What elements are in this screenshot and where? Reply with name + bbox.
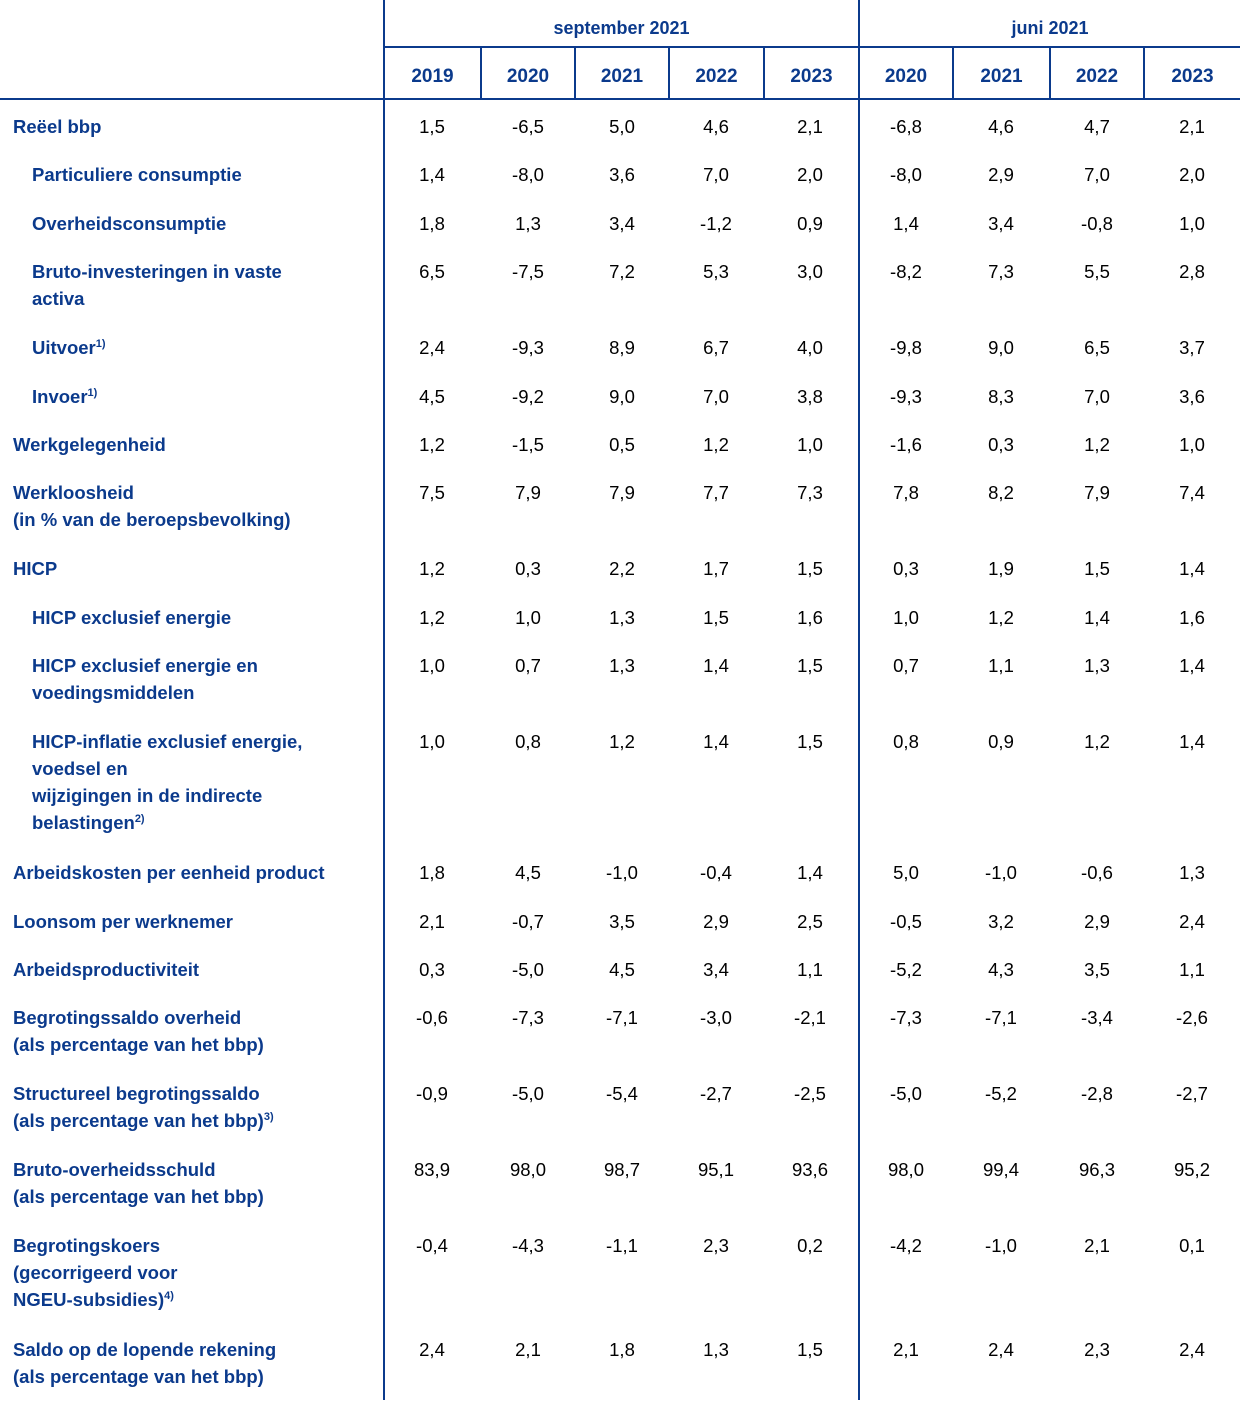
table-cell: 1,9 <box>988 558 1014 579</box>
table-cell: 2,9 <box>703 911 729 932</box>
table-cell: 1,2 <box>988 607 1014 628</box>
table-cell: 7,7 <box>703 482 729 503</box>
row-label: Bruto-overheidsschuld (als percentage van het bbp) <box>13 1159 264 1207</box>
table-cell: 1,0 <box>419 731 445 752</box>
table-cell: 7,2 <box>609 261 635 282</box>
table-cell: 1,2 <box>609 731 635 752</box>
table-cell: -2,5 <box>794 1083 826 1104</box>
footnote-marker: 2) <box>134 813 145 825</box>
table-cell: 0,7 <box>515 655 541 676</box>
table-cell: 3,4 <box>988 213 1014 234</box>
table-cell: -0,7 <box>512 911 544 932</box>
table-cell: 2,4 <box>988 1339 1014 1360</box>
table-cell: 1,1 <box>797 959 823 980</box>
table-cell: 9,0 <box>609 386 635 407</box>
table-cell: -0,6 <box>1081 862 1113 883</box>
table-cell: 3,7 <box>1179 337 1205 358</box>
table-cell: -1,0 <box>985 1235 1017 1256</box>
table-cell: 2,2 <box>609 558 635 579</box>
table-cell: 7,9 <box>515 482 541 503</box>
table-cell: -9,3 <box>512 337 544 358</box>
table-cell: 4,5 <box>419 386 445 407</box>
table-cell: 2,1 <box>797 116 823 137</box>
table-cell: 3,6 <box>1179 386 1205 407</box>
table-cell: 1,4 <box>703 731 729 752</box>
table-cell: -8,0 <box>890 164 922 185</box>
table-cell: 1,3 <box>609 607 635 628</box>
year-header: 2023 <box>1171 66 1214 87</box>
row-label: Loonsom per werknemer <box>13 911 234 932</box>
table-cell: 1,2 <box>1084 731 1110 752</box>
table-cell: -0,4 <box>416 1235 448 1256</box>
group-header-juni-2021: juni 2021 <box>1011 18 1089 38</box>
table-cell: 4,6 <box>703 116 729 137</box>
row-label: HICP exclusief energie en voedingsmiddelen <box>32 655 258 703</box>
row-label: Begrotingssaldo overheid (als percentage van het bbp) <box>13 1007 264 1055</box>
table-cell: 2,0 <box>1179 164 1205 185</box>
table-cell: -9,2 <box>512 386 544 407</box>
year-header: 2021 <box>600 66 644 87</box>
year-header: 2022 <box>695 66 738 87</box>
table-cell: 95,2 <box>1173 1159 1210 1180</box>
table-cell: -7,5 <box>512 261 544 282</box>
table-cell: -2,6 <box>1176 1007 1208 1028</box>
table-cell: 1,1 <box>988 655 1014 676</box>
row-label: Reëel bbp <box>13 116 102 137</box>
table-cell: 2,1 <box>1179 116 1205 137</box>
table-cell: 1,8 <box>419 862 445 883</box>
table-cell: 0,8 <box>515 731 541 752</box>
table-cell: 1,2 <box>419 434 445 455</box>
table-cell: 4,0 <box>797 337 823 358</box>
table-cell: 0,9 <box>797 213 823 234</box>
table-cell: 8,3 <box>988 386 1014 407</box>
table-cell: 98,7 <box>603 1159 640 1180</box>
table-cell: 1,5 <box>797 1339 823 1360</box>
table-cell: 1,4 <box>1179 731 1205 752</box>
table-cell: -2,7 <box>700 1083 732 1104</box>
table-cell: -1,6 <box>890 434 922 455</box>
table-cell: 1,0 <box>419 655 445 676</box>
table-cell: 1,2 <box>703 434 729 455</box>
table-cell: 1,0 <box>515 607 541 628</box>
table-cell: 2,3 <box>1084 1339 1110 1360</box>
table-cell: 8,2 <box>988 482 1014 503</box>
table-cell: 1,2 <box>1084 434 1110 455</box>
table-cell: 0,3 <box>893 558 919 579</box>
table-cell: 2,1 <box>515 1339 541 1360</box>
table-cell: -7,1 <box>985 1007 1017 1028</box>
table-cell: -3,0 <box>700 1007 732 1028</box>
table-cell: 1,3 <box>515 213 541 234</box>
table-cell: -3,4 <box>1081 1007 1113 1028</box>
row-label: Particuliere consumptie <box>32 164 242 185</box>
table-cell: 4,5 <box>609 959 635 980</box>
table-cell: 1,2 <box>419 607 445 628</box>
table-cell: 2,1 <box>419 911 445 932</box>
row-label: HICP <box>13 558 58 579</box>
table-cell: -7,1 <box>606 1007 638 1028</box>
table-cell: 3,4 <box>609 213 635 234</box>
table-cell: 1,3 <box>1084 655 1110 676</box>
table-cell: 2,4 <box>1179 911 1205 932</box>
table-cell: 1,1 <box>1179 959 1205 980</box>
table-cell: 2,8 <box>1179 261 1205 282</box>
table-cell: 4,7 <box>1084 116 1110 137</box>
row-label: Werkloosheid (in % van de beroepsbevolking) <box>13 482 291 530</box>
table-cell: 1,4 <box>703 655 729 676</box>
table-cell: 4,6 <box>988 116 1014 137</box>
year-header: 2020 <box>506 66 550 87</box>
table-cell: -5,2 <box>985 1083 1017 1104</box>
table-cell: 9,0 <box>988 337 1014 358</box>
table-cell: 3,6 <box>609 164 635 185</box>
table-cell: 6,5 <box>1084 337 1110 358</box>
table-cell: 1,0 <box>893 607 919 628</box>
table-cell: -0,4 <box>700 862 732 883</box>
rule-year-header <box>0 98 1240 100</box>
row-label: Structureel begrotingssaldo (als percentage van het bbp)$^{3)}$ <box>13 1083 274 1131</box>
row-label: HICP exclusief energie <box>32 607 232 628</box>
table-cell: 1,5 <box>797 655 823 676</box>
table-cell: -1,2 <box>700 213 732 234</box>
table-cell: 0,3 <box>515 558 541 579</box>
table-cell: 99,4 <box>982 1159 1019 1180</box>
table-cell: 7,0 <box>703 164 729 185</box>
row-label: Invoer$^{1)}$ <box>32 386 98 407</box>
table-cell: -5,0 <box>890 1083 922 1104</box>
table-cell: 7,9 <box>609 482 635 503</box>
table-cell: 1,4 <box>1179 655 1205 676</box>
table-cell: 2,5 <box>797 911 823 932</box>
table-cell: 7,5 <box>419 482 445 503</box>
row-label: Uitvoer$^{1)}$ <box>32 337 106 358</box>
table-cell: 2,1 <box>893 1339 919 1360</box>
table-cell: -5,0 <box>512 1083 544 1104</box>
table-cell: 1,5 <box>1084 558 1110 579</box>
table-cell: 2,4 <box>1179 1339 1205 1360</box>
table-cell: 0,5 <box>609 434 635 455</box>
footnote-marker: 4) <box>164 1290 174 1302</box>
table-cell: 7,3 <box>797 482 823 503</box>
table-cell: 1,7 <box>703 558 729 579</box>
table-cell: 2,4 <box>419 1339 445 1360</box>
table-cell: 0,2 <box>797 1235 823 1256</box>
table-cell: -4,2 <box>890 1235 922 1256</box>
table-cell: -7,3 <box>512 1007 544 1028</box>
table-cell: -2,8 <box>1081 1083 1113 1104</box>
table-cell: 1,5 <box>797 558 823 579</box>
divider-group-june <box>858 0 860 1400</box>
table-cell: -6,5 <box>512 116 544 137</box>
year-header: 2021 <box>980 66 1023 87</box>
table-cell: 1,4 <box>797 862 823 883</box>
table-cell: 2,1 <box>1084 1235 1110 1256</box>
table-cell: 2,9 <box>988 164 1014 185</box>
table-cell: 7,4 <box>1179 482 1205 503</box>
row-label: Werkgelegenheid <box>13 434 166 455</box>
table-cell: 7,0 <box>703 386 729 407</box>
table-cell: 1,6 <box>797 607 823 628</box>
table-cell: 1,8 <box>419 213 445 234</box>
table-cell: 3,5 <box>609 911 635 932</box>
table-cell: 7,3 <box>988 261 1014 282</box>
table-cell: 7,0 <box>1084 386 1110 407</box>
table-cell: 1,3 <box>1179 862 1205 883</box>
table-cell: 1,5 <box>419 116 445 137</box>
divider-label-column <box>383 0 385 1400</box>
table-cell: 3,8 <box>797 386 823 407</box>
table-cell: 7,8 <box>893 482 919 503</box>
row-label: Saldo op de lopende rekening (als percentage van het bbp) <box>13 1339 277 1387</box>
table-cell: -2,1 <box>794 1007 826 1028</box>
table-cell: 2,0 <box>797 164 823 185</box>
table-cell: 2,3 <box>703 1235 729 1256</box>
table-cell: 1,5 <box>703 607 729 628</box>
year-header: 2020 <box>884 66 928 87</box>
table-cell: 6,5 <box>419 261 445 282</box>
footnote-marker: 1) <box>95 338 106 350</box>
table-cell: 8,9 <box>609 337 635 358</box>
table-cell: 96,3 <box>1078 1159 1115 1180</box>
table-cell: -2,7 <box>1176 1083 1208 1104</box>
table-cell: 2,4 <box>419 337 445 358</box>
table-cell: -7,3 <box>890 1007 922 1028</box>
table-cell: -4,3 <box>512 1235 544 1256</box>
table-cell: -0,6 <box>416 1007 448 1028</box>
table-cell: 1,4 <box>1084 607 1110 628</box>
table-cell: 98,0 <box>509 1159 546 1180</box>
table-cell: -5,2 <box>890 959 922 980</box>
row-label: Begrotingskoers (gecorrigeerd voor NGEU-subsidies)$^{4)}$ <box>13 1235 178 1310</box>
table-cell: -1,0 <box>606 862 638 883</box>
footnote-marker: 3) <box>263 1111 274 1123</box>
table-cell: 0,9 <box>988 731 1014 752</box>
table-cell: 3,2 <box>988 911 1014 932</box>
group-header-september-2021: september 2021 <box>553 18 690 38</box>
table-cell: -5,0 <box>512 959 544 980</box>
table-cell: 5,0 <box>893 862 919 883</box>
table-cell: -8,0 <box>512 164 544 185</box>
year-header: 2022 <box>1075 66 1119 87</box>
table-cell: -1,1 <box>606 1235 638 1256</box>
table-cell: 1,5 <box>797 731 823 752</box>
table-cell: -9,8 <box>890 337 922 358</box>
table-cell: 2,9 <box>1084 911 1110 932</box>
table-cell: 5,0 <box>609 116 635 137</box>
table-cell: 6,7 <box>703 337 729 358</box>
table-cell: 1,0 <box>797 434 823 455</box>
table-cell: -1,5 <box>512 434 544 455</box>
table-cell: 1,8 <box>609 1339 635 1360</box>
row-label: Arbeidsproductiviteit <box>13 959 200 980</box>
table-cell: -0,8 <box>1081 213 1113 234</box>
table-cell: 1,6 <box>1179 607 1205 628</box>
table-cell: 7,0 <box>1084 164 1110 185</box>
table-cell: 3,0 <box>797 261 823 282</box>
table-cell: 1,3 <box>609 655 635 676</box>
table-cell: 1,4 <box>419 164 445 185</box>
table-cell: 98,0 <box>887 1159 924 1180</box>
table-cell: 0,1 <box>1179 1235 1205 1256</box>
table-cell: 0,8 <box>893 731 919 752</box>
table-cell: -5,4 <box>606 1083 638 1104</box>
row-label: Arbeidskosten per eenheid product <box>13 862 325 883</box>
table-cell: 0,3 <box>419 959 445 980</box>
rule-group-header <box>383 46 1240 48</box>
table-cell: 0,3 <box>988 434 1014 455</box>
table-cell: -1,0 <box>985 862 1017 883</box>
table-cell: 1,3 <box>703 1339 729 1360</box>
table-cell: 4,5 <box>515 862 541 883</box>
table-cell: -8,2 <box>890 261 922 282</box>
table-cell: 5,5 <box>1084 261 1110 282</box>
table-cell: 95,1 <box>697 1159 734 1180</box>
year-header: 2023 <box>790 66 833 87</box>
table-cell: 83,9 <box>413 1159 450 1180</box>
table-cell: 1,0 <box>1179 434 1205 455</box>
table-cell: -0,5 <box>890 911 922 932</box>
table-cell: 3,4 <box>703 959 729 980</box>
table-cell: 1,0 <box>1179 213 1205 234</box>
row-label: Bruto-investeringen in vaste activa <box>32 261 282 309</box>
table-cell: 7,9 <box>1084 482 1110 503</box>
table-cell: 3,5 <box>1084 959 1110 980</box>
table-cell: -6,8 <box>890 116 922 137</box>
table-cell: 1,2 <box>419 558 445 579</box>
table-cell: 4,3 <box>988 959 1014 980</box>
footnote-marker: 1) <box>87 387 98 399</box>
table-cell: -9,3 <box>890 386 922 407</box>
table-cell: -0,9 <box>416 1083 448 1104</box>
table-cell: 0,7 <box>893 655 919 676</box>
year-header: 2019 <box>411 66 454 87</box>
row-label: Overheidsconsumptie <box>32 213 227 234</box>
table-cell: 5,3 <box>703 261 729 282</box>
row-label: HICP-inflatie exclusief energie, voedsel en wijzigingen in de indirecte belastingen$^{2)}$ <box>32 731 303 833</box>
table-cell: 93,6 <box>791 1159 828 1180</box>
table-cell: 1,4 <box>893 213 919 234</box>
table-cell: 1,4 <box>1179 558 1205 579</box>
